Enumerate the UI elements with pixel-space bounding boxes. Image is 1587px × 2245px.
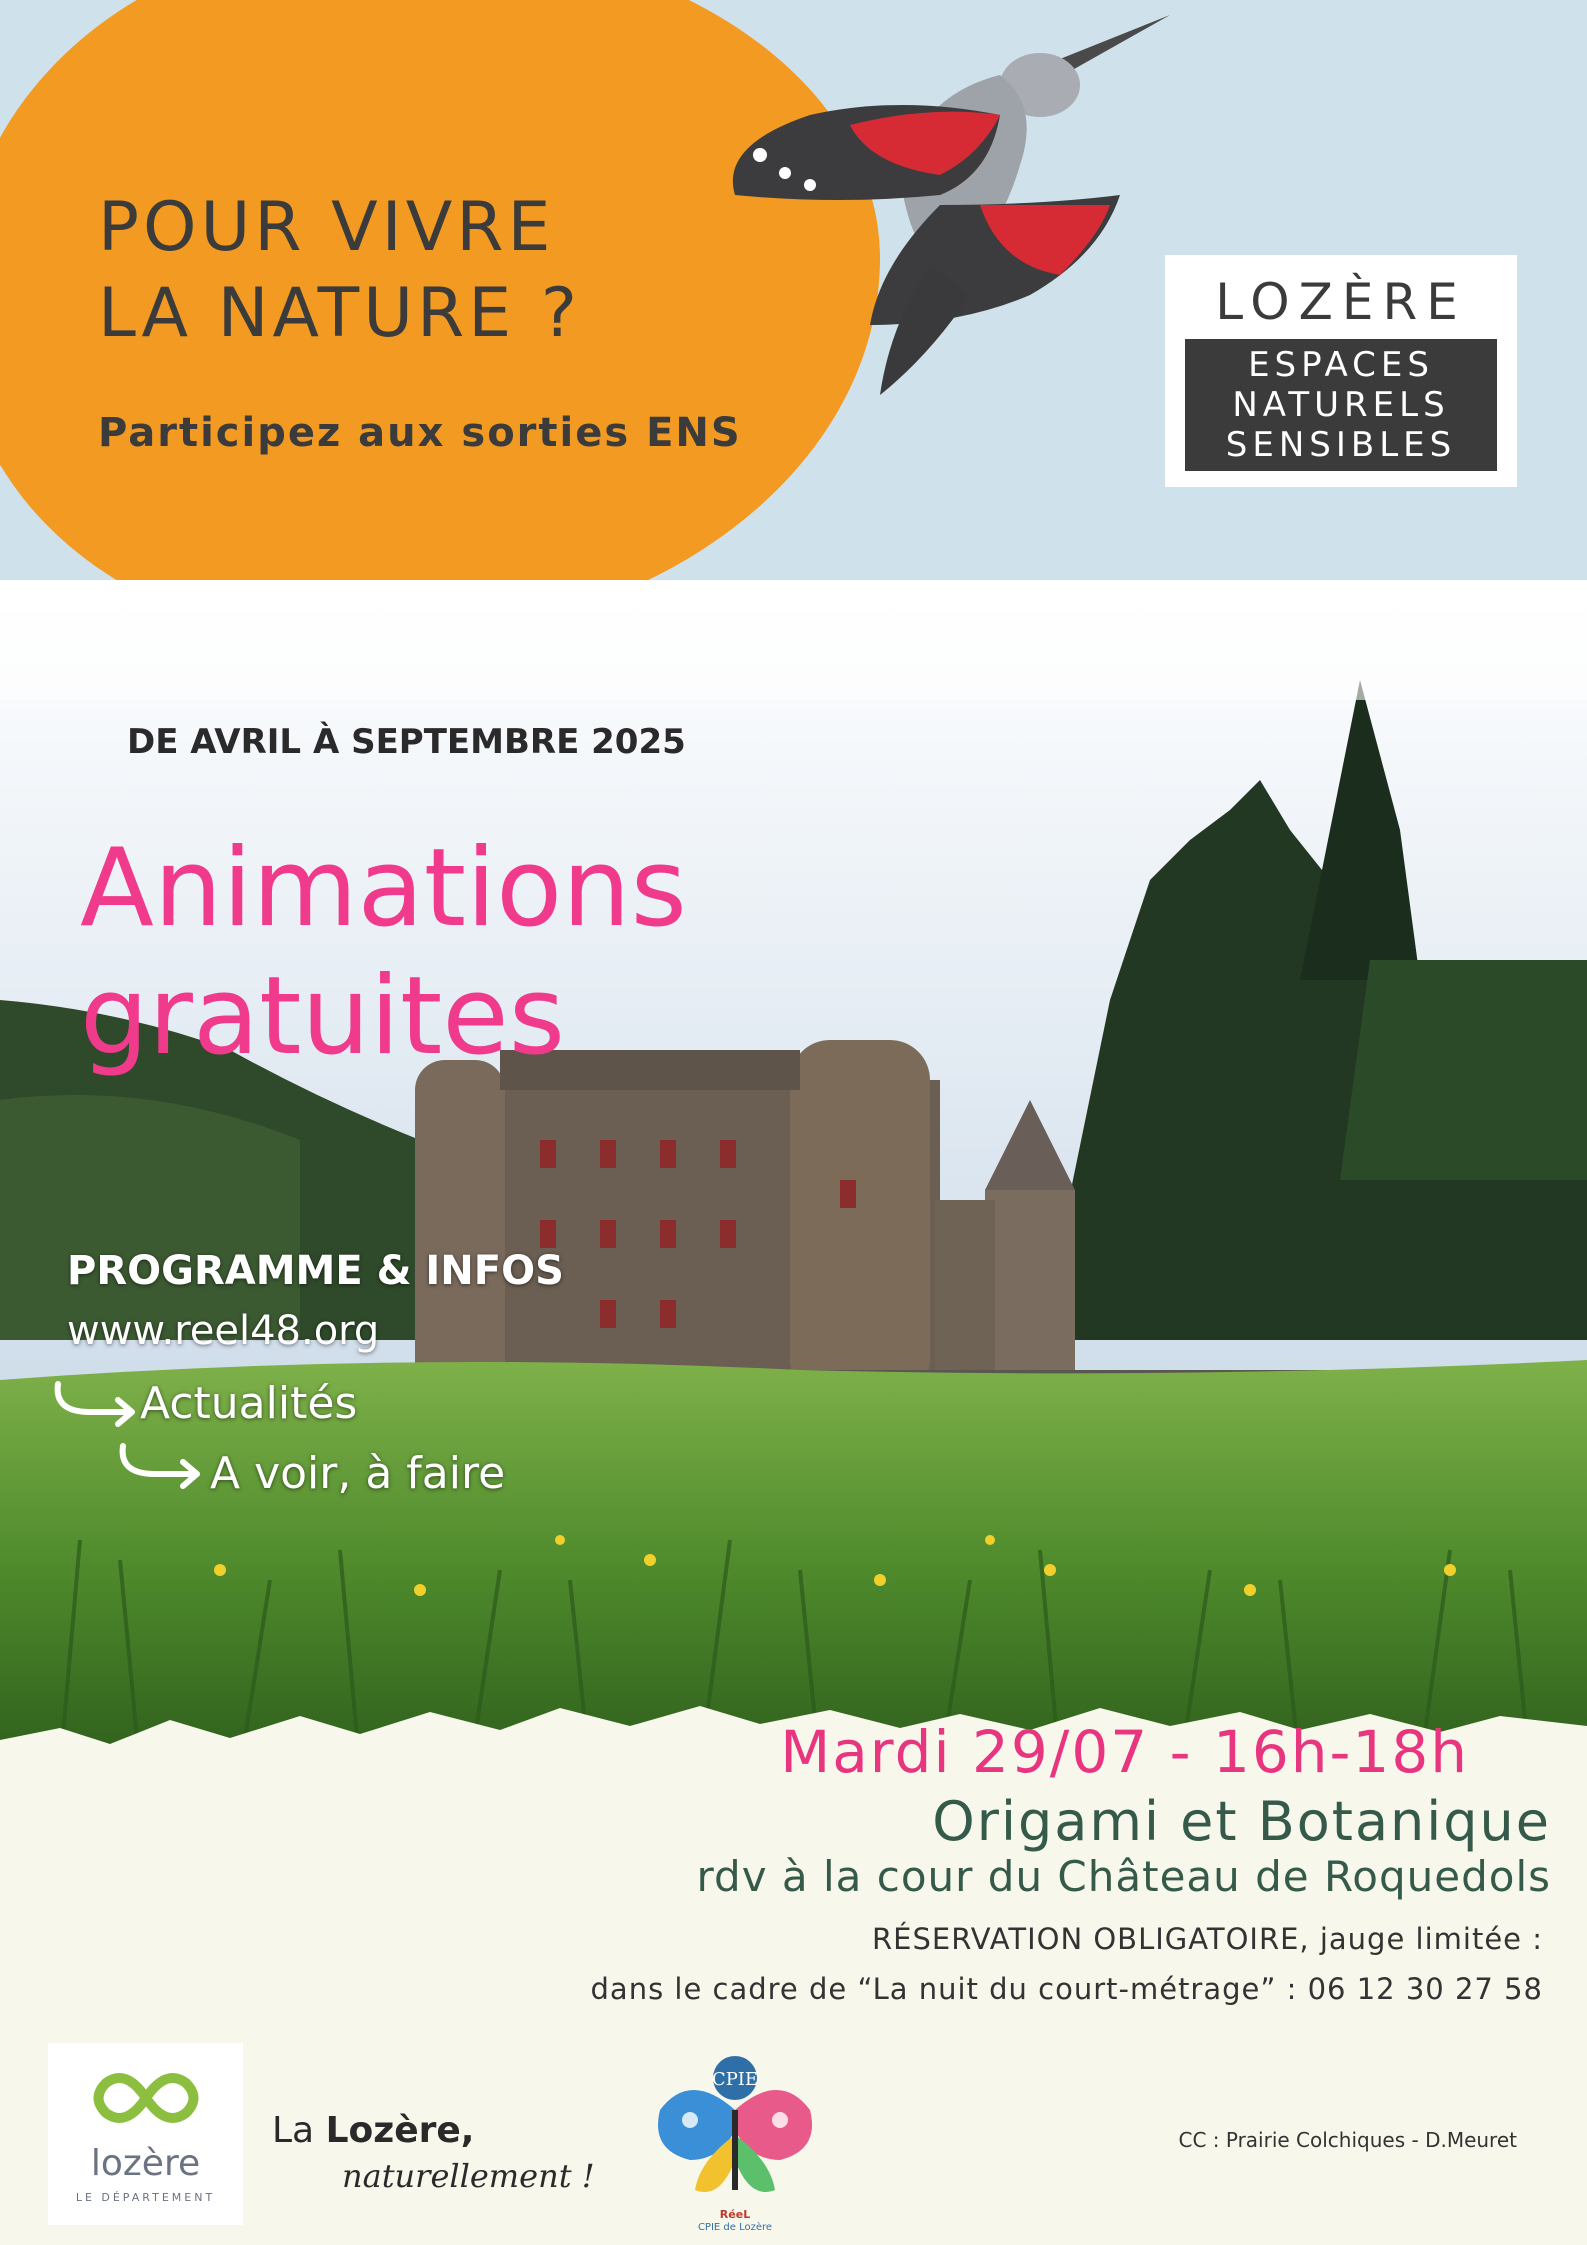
headline-line-2: LA NATURE ? <box>98 274 581 353</box>
event-date: Mardi 29/07 - 16h-18h <box>780 1718 1469 1786</box>
lozere-nat-prefix: La <box>272 2110 315 2151</box>
event-reservation: RÉSERVATION OBLIGATOIRE, jauge limitée : <box>872 1922 1543 1956</box>
event-title: Origami et Botanique <box>932 1790 1551 1853</box>
bird-illustration <box>700 5 1180 425</box>
ens-logo <box>1165 255 1517 487</box>
infinity-logo-icon <box>86 2063 206 2133</box>
dept-logo-name: lozère <box>90 2143 201 2184</box>
ens-logo-line-1: ESPACES <box>1248 345 1434 385</box>
main-title <box>80 825 687 1081</box>
curved-arrow-icon <box>115 1440 205 1490</box>
cpie-logo-reel: RéeL <box>719 2208 751 2221</box>
ens-logo-line-2: NATURELS <box>1232 385 1450 425</box>
tagline: Participez aux sorties ENS <box>98 410 742 456</box>
headline <box>98 185 581 357</box>
lozere-nat-line-1 <box>272 2110 595 2151</box>
program-title: PROGRAMME & INFOS <box>67 1248 564 1294</box>
program-info <box>67 1248 564 1354</box>
main-title-line-1: Animations <box>80 826 687 951</box>
event-place: rdv à la cour du Château de Roquedols <box>696 1852 1551 1901</box>
link-actualites[interactable]: Actualités <box>140 1378 358 1429</box>
cpie-logo <box>650 2050 820 2235</box>
butterfly-icon <box>650 2050 820 2210</box>
curved-arrow-icon <box>50 1378 140 1428</box>
link-a-voir-a-faire[interactable]: A voir, à faire <box>210 1448 506 1499</box>
lozere-naturellement-logo <box>272 2110 595 2195</box>
ens-logo-brand: LOZÈRE <box>1215 273 1467 331</box>
main-title-line-2: gratuites <box>80 954 565 1079</box>
program-url[interactable]: www.reel48.org <box>67 1308 380 1354</box>
cpie-badge-text: CPIE <box>711 2069 759 2090</box>
event-period: DE AVRIL À SEPTEMBRE 2025 <box>127 722 686 762</box>
ens-logo-line-3: SENSIBLES <box>1225 425 1457 465</box>
cpie-logo-name: CPIE de Lozère <box>697 2222 773 2233</box>
photo-credit: CC : Prairie Colchiques - D.Meuret <box>1178 2128 1517 2152</box>
lozere-nat-name: Lozère, <box>325 2110 475 2151</box>
dept-logo-subtitle: LE DÉPARTEMENT <box>75 2191 216 2204</box>
headline-line-1: POUR VIVRE <box>98 188 555 267</box>
event-note: dans le cadre de “La nuit du court-métrage” : 06 12 30 27 58 <box>590 1972 1543 2006</box>
lozere-departement-logo <box>48 2043 243 2225</box>
ens-logo-box <box>1185 339 1497 471</box>
lozere-nat-slogan: naturellement ! <box>342 2157 595 2195</box>
